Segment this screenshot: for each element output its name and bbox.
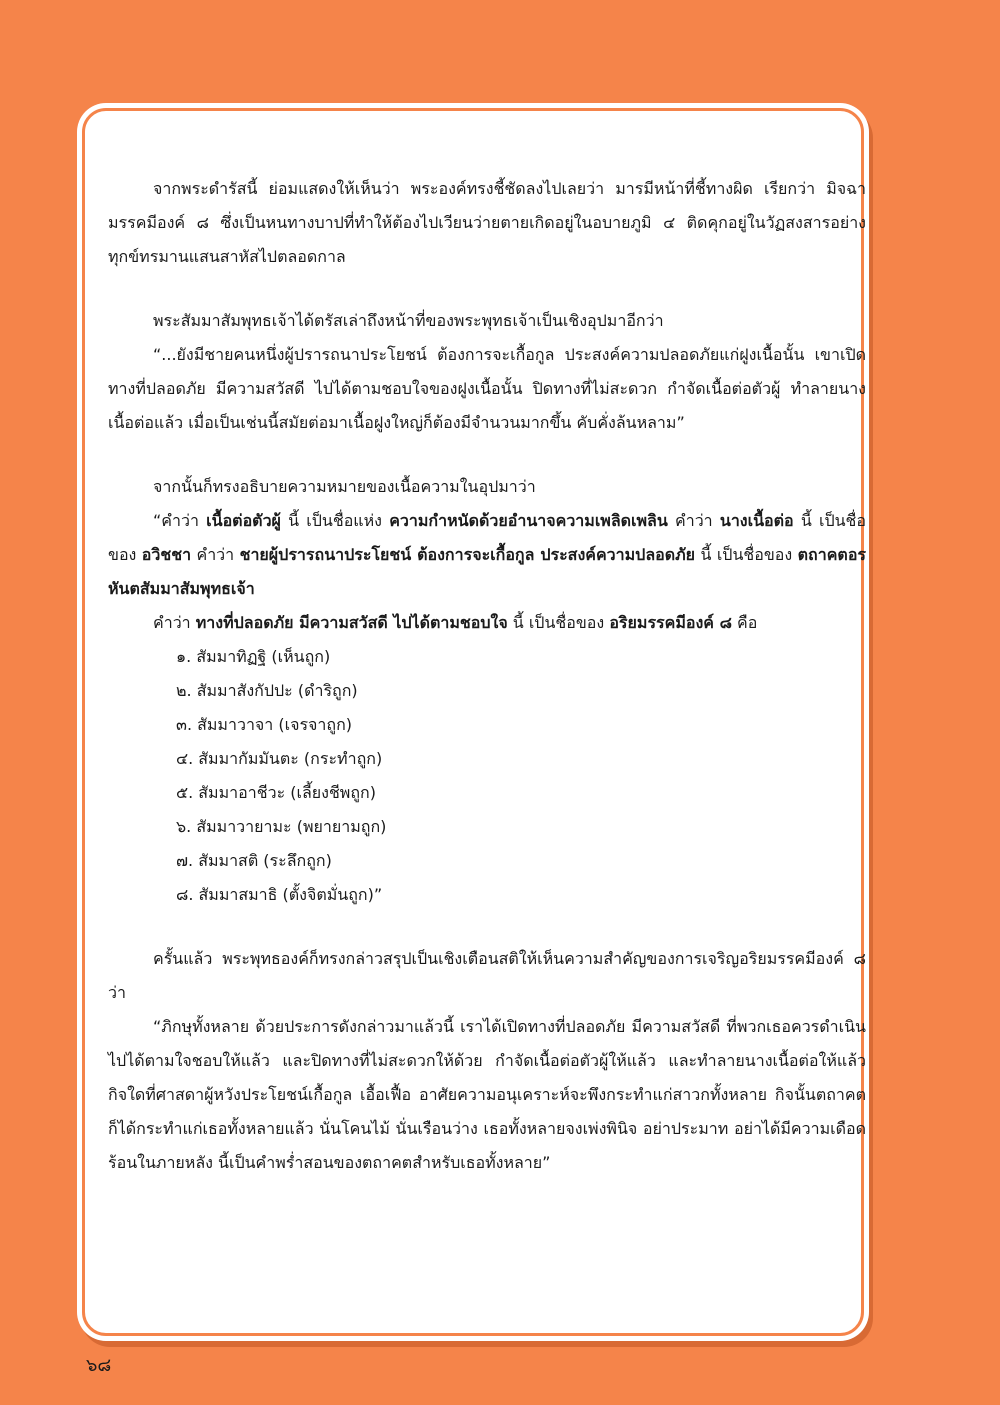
list-item: ๖. สัมมาวายามะ (พยายามถูก) <box>176 817 387 836</box>
list-item: ๗. สัมมาสติ (ระลึกถูก) <box>176 851 332 870</box>
list-item: ๔. สัมมากัมมันตะ (กระทำถูก) <box>176 749 383 768</box>
paragraph-3-quote: “...ยังมีชายคนหนึ่งผู้ปรารถนาประโยชน์ ต้องการจะเกื้อกูล ประสงค์ความปลอดภัยแก่ฝูงเนื้อนั้น เขาเปิดทางที่ปลอดภัย มีความสวัสดี ไปได้ตามชอบใจของฝูงเนื้อนั้น ปิดทางที่ไม่สะดวก กำจัดเนื้อต่อตัวผู้ ทำลายนางเนื้อต่อแล้ว เมื่อเป็นเช่นนี้สมัยต่อมาเนื้อฝูงใหญ่ก็ต้องมีจำนวนมากขึ้น คับคั่งล้นหลาม” <box>108 345 866 432</box>
list-item: ๓. สัมมาวาจา (เจรจาถูก) <box>176 715 353 734</box>
page-content <box>108 172 866 1180</box>
list-item: ๑. สัมมาทิฏฐิ (เห็นถูก) <box>176 647 331 666</box>
eightfold-path-list <box>108 640 866 912</box>
paragraph-5-definitions: “คำว่า เนื้อต่อตัวผู้ นี้ เป็นชื่อแห่ง ความกำหนัดด้วยอำนาจความเพลิดเพลิน คำว่า นางเนื้อต่อ นี้ เป็นชื่อของ อวิชชา คำว่า ชายผู้ปรารถนาประโยชน์ ต้องการจะเกื้อกูล ประสงค์ความปลอดภัย นี้ เป็นชื่อของ ตถาคตอรหันตสัมมาสัมพุทธเจ้า <box>108 511 867 598</box>
paragraph-1: จากพระดำรัสนี้ ย่อมแสดงให้เห็นว่า พระองค์ทรงชี้ชัดลงไปเลยว่า มารมีหน้าที่ชี้ทางผิด เรียกว่า มิจฉามรรคมีองค์ ๘ ซึ่งเป็นหนทางบาปที่ทำให้ต้องไปเวียนว่ายตายเกิดอยู่ในอบายภูมิ ๔ ติดคุกอยู่ในวัฏสงสารอย่างทุกข์ทรมานแสนสาหัสไปตลอดกาล <box>108 179 866 266</box>
paragraph-4: จากนั้นก็ทรงอธิบายความหมายของเนื้อความในอุปมาว่า <box>153 477 536 496</box>
list-item: ๕. สัมมาอาชีวะ (เลี้ยงชีพถูก) <box>176 783 376 802</box>
list-item: ๒. สัมมาสังกัปปะ (ดำริถูก) <box>176 681 358 700</box>
paragraph-2: พระสัมมาสัมพุทธเจ้าได้ตรัสเล่าถึงหน้าที่ของพระพุทธเจ้าเป็นเชิงอุปมาอีกว่า <box>153 311 664 330</box>
paragraph-7: ครั้นแล้ว พระพุทธองค์ก็ทรงกล่าวสรุปเป็นเชิงเตือนสติให้เห็นความสำคัญของการเจริญอริยมรรคมีองค์ ๘ ว่า <box>108 949 866 1002</box>
paragraph-8-quote: “ภิกษุทั้งหลาย ด้วยประการดังกล่าวมาแล้วนี้ เราได้เปิดทางที่ปลอดภัย มีความสวัสดี ที่พวกเธอควรดำเนินไปได้ตามใจชอบให้แล้ว และปิดทางที่ไม่สะดวกให้ด้วย กำจัดเนื้อต่อตัวผู้ให้แล้ว และทำลายนางเนื้อต่อให้แล้ว กิจใดที่ศาสดาผู้หวังประโยชน์เกื้อกูล เอื้อเฟื้อ อาศัยความอนุเคราะห์จะพึงกระทำแก่สาวกทั้งหลาย กิจนั้นตถาคตก็ได้กระทำแก่เธอทั้งหลายแล้ว นั่นโคนไม้ นั่นเรือนว่าง เธอทั้งหลายจงเพ่งพินิจ อย่าประมาท อย่าได้มีความเดือดร้อนในภายหลัง นี้เป็นคำพร่ำสอนของตถาคตสำหรับเธอทั้งหลาย” <box>108 1017 866 1172</box>
page-number: ๖๘ <box>86 1355 112 1376</box>
paragraph-6-path: คำว่า ทางที่ปลอดภัย มีความสวัสดี ไปได้ตามชอบใจ นี้ เป็นชื่อของ อริยมรรคมีองค์ ๘ คือ <box>153 613 758 632</box>
list-item: ๘. สัมมาสมาธิ (ตั้งจิตมั่นถูก)” <box>176 885 383 904</box>
